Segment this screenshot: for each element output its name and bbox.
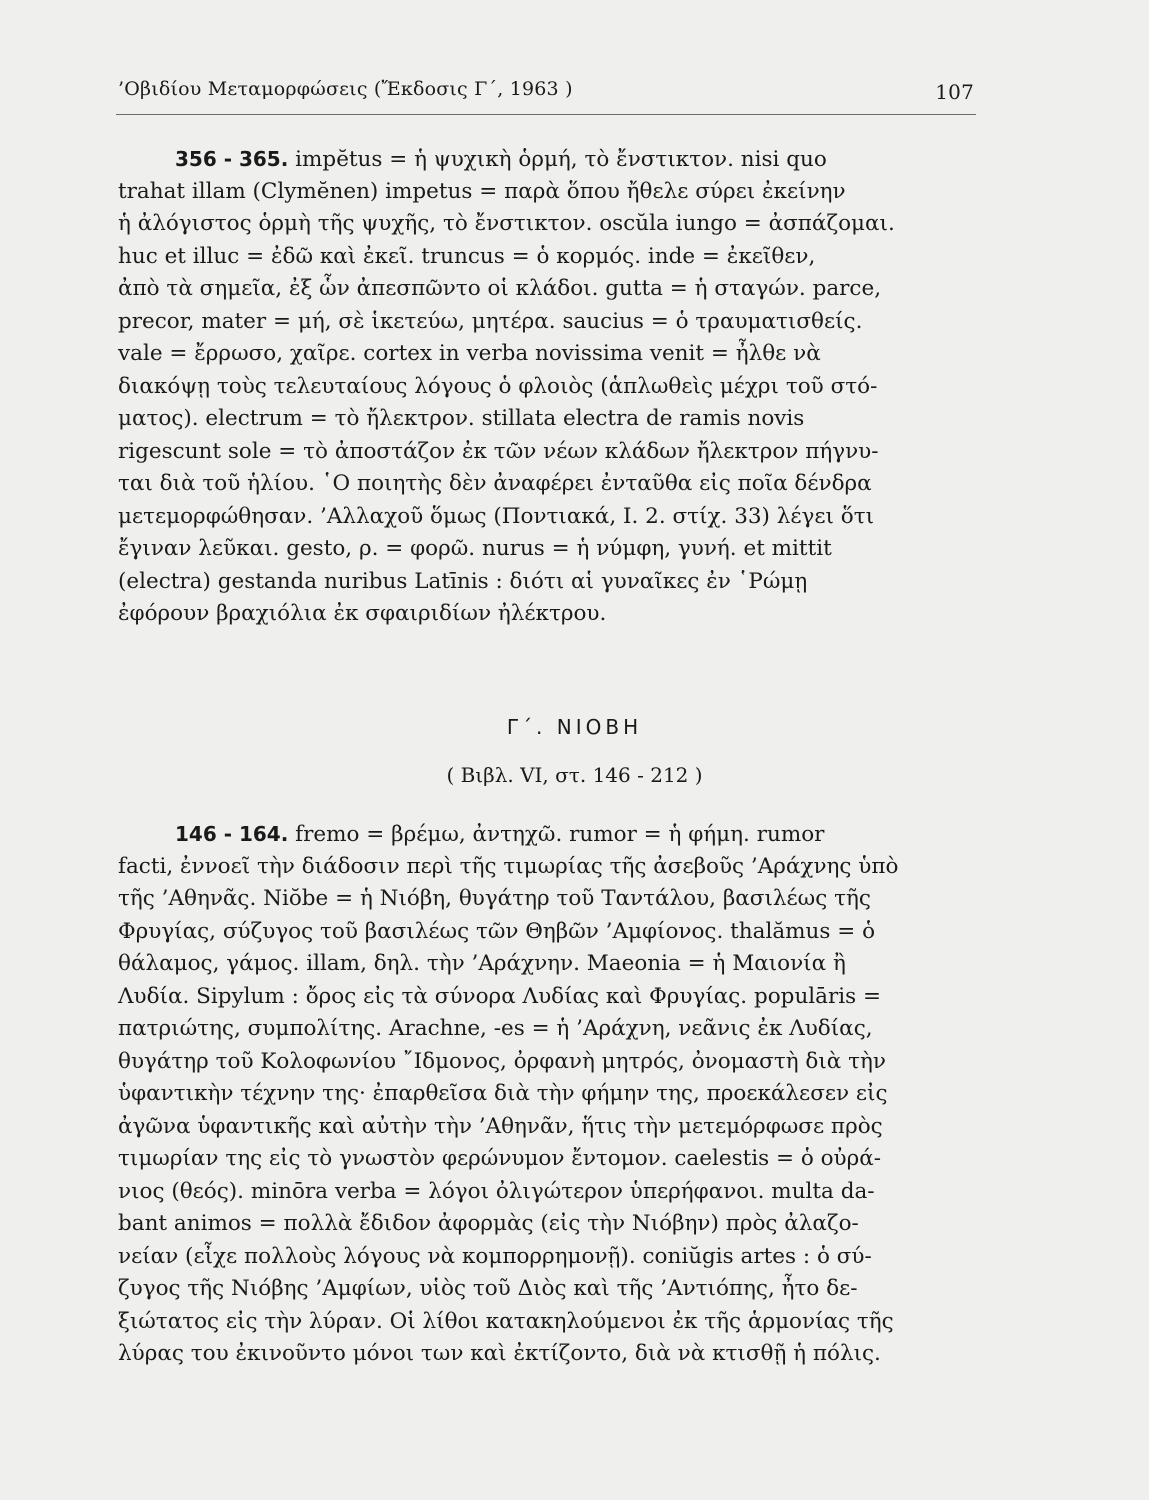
text-line: rigescunt sole = τὸ ἀποστάζον ἐκ τῶν νέων κλάδων ἤλεκτρον πήγνυ- bbox=[118, 438, 879, 464]
text-line: facti, ἐννοεῖ τὴν διάδοσιν περὶ τῆς τιμωρίας τῆς ἀσεβοῦς ’Αράχνης ὑπὸ bbox=[118, 853, 899, 879]
text-line: θυγάτηρ τοῦ Κολοφωνίου ῎Ιδμονος, ὀρφανὴ μητρός, ὀνομαστὴ διὰ τὴν bbox=[118, 1048, 887, 1074]
text-line: ματος). electrum = τὸ ἤλεκτρον. stillata electra de ramis novis bbox=[118, 406, 805, 431]
text-line: ἐφόρουν βραχιόλια ἐκ σφαιριδίων ἠλέκτρου. bbox=[118, 601, 607, 626]
text-line: bant animos = πολλὰ ἔδιδον ἀφορμὰς (εἰς τὴν Νιόβην) πρὸς ἀλαζο- bbox=[118, 1211, 859, 1236]
text-line: 146 - 164. fremo = βρέμω, ἀντηχῶ. rumor = ἡ φήμη. rumor bbox=[175, 822, 825, 847]
text-line: (electra) gestanda nuribus Latīnis : διότι αἱ γυναῖκες ἐν ῾Ρώμῃ bbox=[118, 568, 808, 594]
text-line: διακόψῃ τοὺς τελευταίους λόγους ὁ φλοιὸς (ἁπλωθεὶς μέχρι τοῦ στό- bbox=[118, 373, 878, 399]
text-line: νείαν (εἶχε πολλοὺς λόγους νὰ κομπορρημονῇ). coniŭgis artes : ὁ σύ- bbox=[118, 1243, 872, 1269]
text-line: τῆς ’Αθηνᾶς. Niŏbe = ἡ Νιόβη, θυγάτηρ τοῦ Ταντάλου, βασιλέως τῆς bbox=[118, 886, 871, 911]
text-line: ἡ ἀλόγιστος ὁρμὴ τῆς ψυχῆς, τὸ ἔνστικτον. oscŭla iungo = ἀσπάζομαι. bbox=[118, 211, 895, 236]
running-header bbox=[118, 78, 974, 104]
verse-reference: 146 - 164. bbox=[175, 822, 289, 846]
commentary-block-146-164 bbox=[118, 818, 963, 1371]
text-line: μετεμορφώθησαν. ’Αλλαχοῦ ὅμως (Ποντιακά, I. 2. στίχ. 33) λέγει ὅτι bbox=[118, 503, 875, 529]
text-line: τιμωρίαν της εἰς τὸ γνωστὸν φερώνυμον ἔντομον. caelestis = ὁ οὐρά- bbox=[118, 1146, 882, 1171]
text-line: ἀπὸ τὰ σημεῖα, ἐξ ὧν ἀπεσπῶντο οἱ κλάδοι. gutta = ἡ σταγών. parce, bbox=[118, 276, 882, 301]
text-line: precor, mater = μή, σὲ ἱκετεύω, μητέρα. saucius = ὁ τραυματισθείς. bbox=[118, 308, 863, 334]
text-line: νιος (θεός). minōra verba = λόγοι ὀλιγώτερον ὑπερήφανοι. multa da- bbox=[118, 1178, 875, 1204]
text-line: ται διὰ τοῦ ἡλίου. ῾Ο ποιητὴς δὲν ἀναφέρει ἐνταῦθα εἰς ποῖα δένδρα bbox=[118, 471, 872, 496]
page-number: 107 bbox=[935, 80, 974, 104]
section-subtitle: ( Βιβλ. VI, στ. 146 - 212 ) bbox=[446, 763, 703, 787]
text-line: ἔγιναν λεῦκαι. gesto, ρ. = φορῶ. nurus = ἡ νύμφη, γυνή. et mittit bbox=[118, 536, 832, 561]
text-line: vale = ἔρρωσο, χαῖρε. cortex in verba novissima venit = ἦλθε νὰ bbox=[118, 341, 821, 366]
text-line: 356 - 365. impĕtus = ἡ ψυχικὴ ὁρμή, τὸ ἔνστικτον. nisi quo bbox=[175, 147, 827, 172]
text-line: λύρας του ἐκινοῦντο μόνοι των καὶ ἐκτίζοντο, διὰ νὰ κτισθῇ ἡ πόλις. bbox=[118, 1341, 881, 1366]
text-line: Λυδία. Sipylum : ὄρος εἰς τὰ σύνορα Λυδίας καὶ Φρυγίας. populāris = bbox=[118, 983, 882, 1009]
text-line: πατριώτης, συμπολίτης. Arachne, -es = ἡ ’Αράχνη, νεᾶνις ἐκ Λυδίας, bbox=[118, 1016, 873, 1041]
text-line: Φρυγίας, σύζυγος τοῦ βασιλέως τῶν Θηβῶν ’Αμφίονος. thalămus = ὁ bbox=[118, 918, 876, 944]
header-rule bbox=[116, 114, 976, 115]
text-line: huc et illuc = ἐδῶ καὶ ἐκεῖ. truncus = ὁ κορμός. inde = ἐκεῖθεν, bbox=[118, 243, 816, 269]
verse-reference: 356 - 365. bbox=[175, 147, 289, 171]
text-line: ζυγος τῆς Νιόβης ’Αμφίων, υἱὸς τοῦ Διὸς καὶ τῆς ’Αντιόπης, ἦτο δε- bbox=[118, 1276, 858, 1301]
running-title: ’Οβιδίου Μεταμορφώσεις (Ἔκδοσις Γ΄, 1963 ) bbox=[118, 78, 573, 100]
section-title: Γ΄. ΝΙΟΒΗ bbox=[506, 715, 643, 739]
text-line: ἀγῶνα ὑφαντικῆς καὶ αὐτὴν τὴν ’Αθηνᾶν, ἥτις τὴν μετεμόρφωσε πρὸς bbox=[118, 1113, 883, 1139]
text-line: trahat illam (Clymĕnen) impetus = παρὰ ὅπου ἤθελε σύρει ἐκείνην bbox=[118, 178, 846, 204]
text-line: ξιώτατος εἰς τὴν λύραν. Οἱ λίθοι κατακηλούμενοι ἐκ τῆς ἁρμονίας τῆς bbox=[118, 1308, 894, 1334]
text-line: ὑφαντικὴν τέχνην της· ἐπαρθεῖσα διὰ τὴν φήμην της, προεκάλεσεν εἰς bbox=[118, 1081, 888, 1106]
commentary-block-356-365 bbox=[118, 143, 963, 631]
text-line: θάλαμος, γάμος. illam, δηλ. τὴν ’Αράχνην. Maeonia = ἡ Μαιονία ἢ bbox=[118, 951, 846, 976]
